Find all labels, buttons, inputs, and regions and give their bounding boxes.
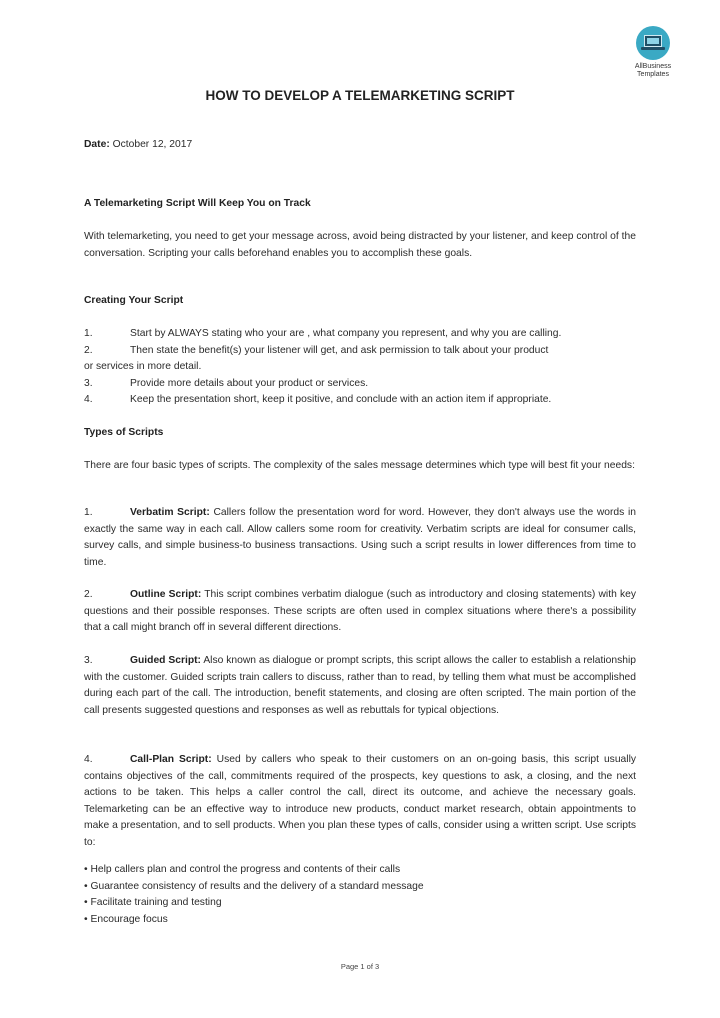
logo-line-2: Templates: [637, 71, 669, 78]
date-value: October 12, 2017: [109, 139, 193, 150]
script-type-guided: 3. Guided Script: Also known as dialogue or prompt scripts, this script allows the caller to establish a relationship with the customer. Guided scripts train callers to discuss, rather than to read, by telling them what must be accomplished during each part of the call. The introduction, benefit statements, and closing are often scripted. The main portion of the call presents suggested questions and responses as well as rebuttals for typical objections.: [84, 655, 636, 716]
list-item: 3. Provide more details about your product or services.: [84, 377, 369, 389]
script-type-verbatim: 1. Verbatim Script: Callers follow the presentation word for word. However, they don't always use the words in exactly the same way in each call. Allow callers some room for creativity. Verbatim scripts are ideal for consumer calls, survey calls, and simple business-to business transactions. Using such a script results in lower differences from time to time.: [84, 507, 636, 568]
types-intro: There are four basic types of scripts. The complexity of the sales message determines which type will best fit your needs:: [84, 460, 635, 471]
list-item-continuation: or services in more detail.: [84, 361, 202, 373]
logo-line-1: AllBusiness: [634, 63, 672, 70]
logo-badge: [636, 26, 670, 60]
bullet-item: • Help callers plan and control the progress and contents of their calls: [84, 864, 401, 875]
section-heading-types: Types of Scripts: [84, 427, 164, 438]
logo-text: [618, 63, 688, 79]
bullet-item: • Encourage focus: [84, 913, 168, 925]
bullet-icon: •: [84, 864, 91, 875]
creating-steps-list: [84, 326, 636, 409]
list-item: 2. Then state the benefit(s) your listener will get, and ask permission to talk about your product: [84, 344, 549, 356]
date-line: [84, 137, 636, 154]
benefits-bullet-list: [84, 862, 636, 928]
bullet-icon: •: [84, 913, 91, 925]
list-item: 4. Keep the presentation short, keep it positive, and conclude with an action item if appropriate.: [84, 394, 552, 406]
page-number: Page 1 of 3: [340, 962, 380, 971]
date-label: Date:: [84, 139, 110, 150]
script-type-call-plan: 4. Call-Plan Script: Used by callers who speak to their customers on an on-going basis, this script usually contains objectives of the call, commitments required of the prospects, key questions to ask, a closing, and the next actions to be taken. This helps a caller control the call, direct its outcome, and achieve the necessary goals. Telemarketing can be an effective way to introduce new products, conduct market research, obtain appointments to make a presentation, and to sell products. When you plan these types of calls, consider using a written script. Use scripts to:: [84, 754, 636, 848]
bullet-item: • Facilitate training and testing: [84, 897, 222, 909]
script-type-outline: 2. Outline Script: This script combines verbatim dialogue (such as introductory and closing statements) with key questions and their possible responses. These scripts are often used in complex situations where there's a possibility that a call might branch off in several different directions.: [84, 589, 636, 634]
section-heading-creating: Creating Your Script: [84, 295, 184, 306]
section-paragraph-on-track: With telemarketing, you need to get your message across, avoid being distracted by your listener, and keep control of the conversation. Scripting your calls beforehand enables you to accomplish these goals.: [84, 231, 636, 259]
brand-logo: [618, 26, 688, 79]
bullet-icon: •: [84, 880, 91, 892]
bullet-icon: •: [84, 897, 91, 909]
document-title: HOW TO DEVELOP A TELEMARKETING SCRIPT: [205, 88, 515, 103]
section-heading-on-track: A Telemarketing Script Will Keep You on Track: [84, 198, 311, 209]
bullet-item: • Guarantee consistency of results and the delivery of a standard message: [84, 880, 424, 892]
list-item: 1. Start by ALWAYS stating who your are , what company you represent, and why you are calling.: [84, 328, 562, 339]
laptop-icon: [644, 35, 662, 47]
